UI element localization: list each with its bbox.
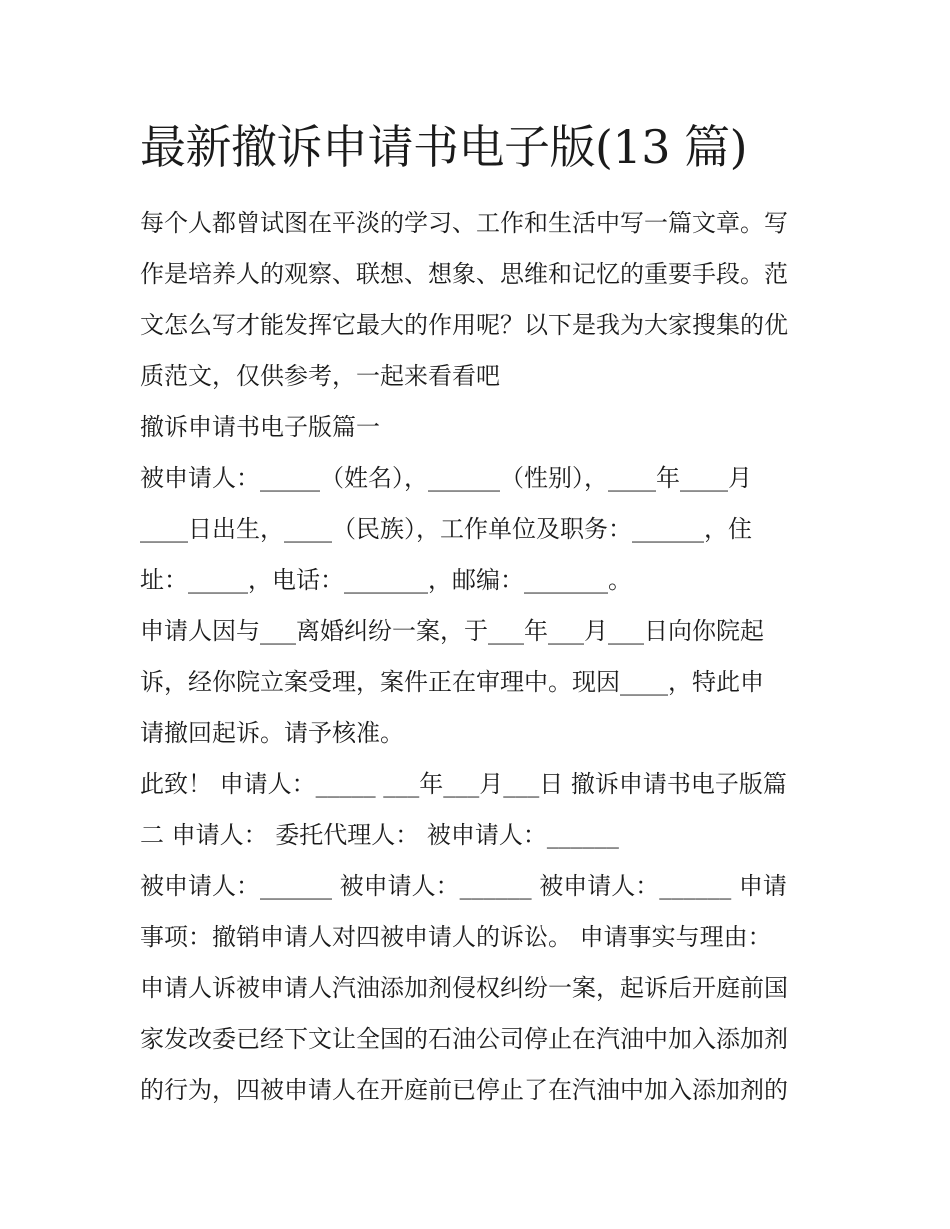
text-line: 每个人都曾试图在平淡的学习、工作和生活中写一篇文章。写: [140, 209, 788, 237]
text-line: 被申请人：______ 被申请人：______ 被申请人：______ 申请: [140, 872, 787, 900]
text-line: 作是培养人的观察、联想、想象、思维和记忆的重要手段。范: [140, 260, 788, 288]
text-line: 被申请人：_____（姓名），______（性别），____年____月: [140, 464, 752, 492]
document-title: 最新撤诉申请书电子版(13 篇): [140, 120, 748, 174]
text-line: 二 申请人： 委托代理人： 被申请人：______: [140, 821, 619, 849]
text-line: 事项：撤销申请人对四被申请人的诉讼。 申请事实与理由：: [140, 923, 772, 951]
text-line: 诉，经你院立案受理，案件正在审理中。现因____，特此申: [140, 668, 764, 696]
text-line: 请撤回起诉。请予核准。: [140, 719, 404, 747]
text-line: 的行为，四被申请人在开庭前已停止了在汽油中加入添加剂的: [140, 1076, 788, 1104]
section-heading: 撤诉申请书电子版篇一: [140, 413, 380, 441]
text-line: 文怎么写才能发挥它最大的作用呢？以下是我为大家搜集的优: [140, 311, 788, 339]
text-line: 家发改委已经下文让全国的石油公司停止在汽油中加入添加剂: [140, 1025, 788, 1053]
text-line: 质范文，仅供参考，一起来看看吧: [140, 362, 500, 390]
text-line: 址：_____，电话：_______，邮编：_______。: [140, 566, 632, 594]
text-line: ____日出生，____（民族），工作单位及职务：______，住: [140, 515, 752, 543]
document-body: [140, 198, 812, 1116]
text-line: 申请人诉被申请人汽油添加剂侵权纠纷一案，起诉后开庭前国: [140, 974, 788, 1002]
text-line: 申请人因与___离婚纠纷一案，于___年___月___日向你院起: [140, 617, 764, 645]
text-line: 此致！ 申请人：_____ ___年___月___日 撤诉申请书电子版篇: [140, 770, 787, 798]
